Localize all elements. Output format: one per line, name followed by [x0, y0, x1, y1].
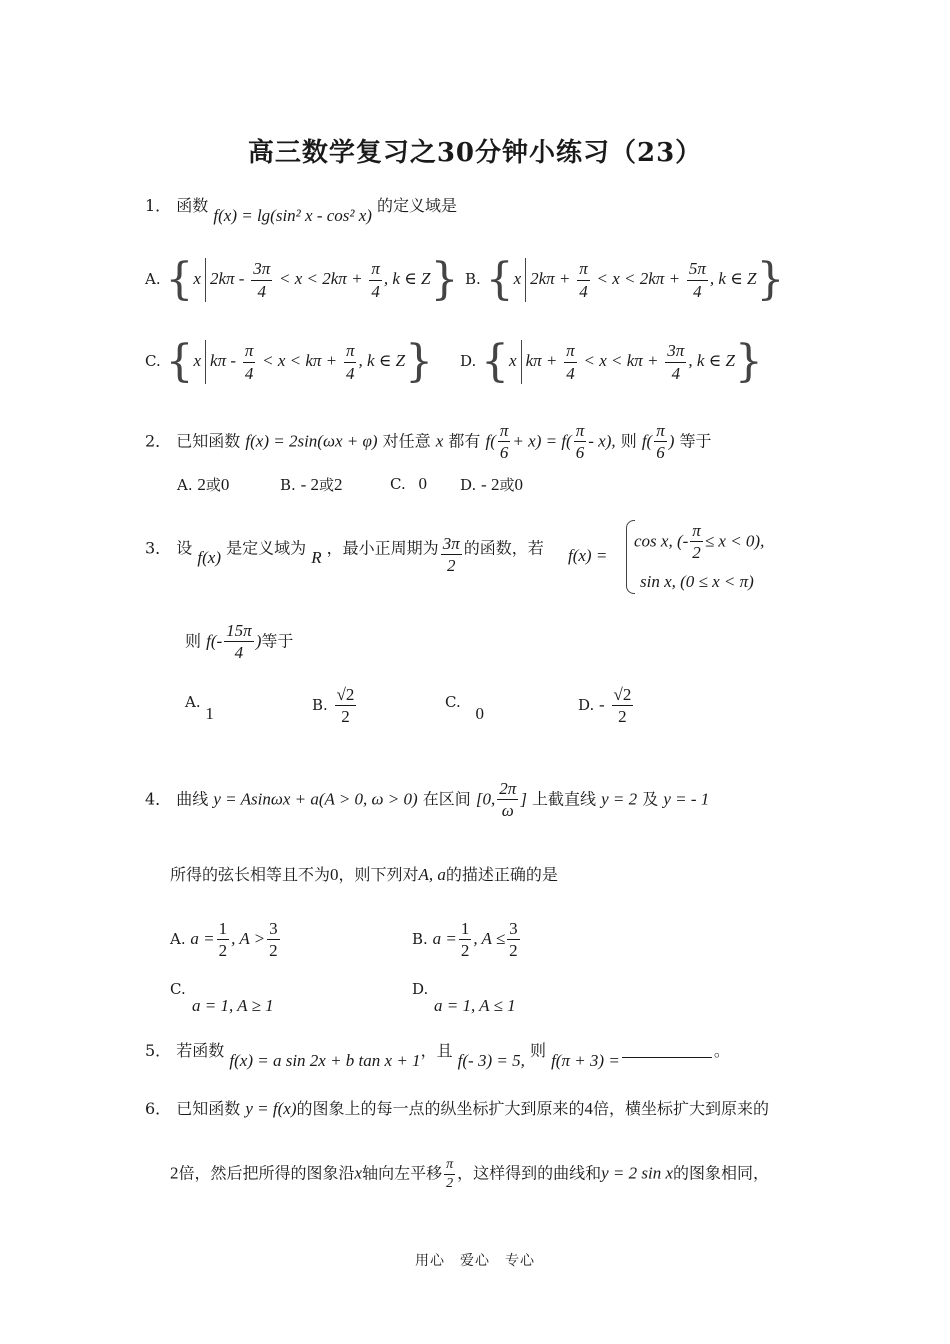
- set-bar: [525, 258, 526, 302]
- set-condition: , k ∈ Z: [358, 351, 406, 370]
- question-text: 都有: [448, 431, 481, 451]
- equation-part: f(-: [206, 631, 223, 651]
- fraction: $\frac{\pi}{4}$: [566, 341, 575, 383]
- option-value: 1: [205, 704, 214, 723]
- interval-part: [0,: [475, 789, 496, 809]
- fraction: $\frac{\pi}{4}$: [579, 259, 588, 301]
- question-text: ，这样得到的曲线和: [457, 1163, 602, 1183]
- question-text: 若函数: [176, 1041, 225, 1060]
- option-value: 2: [197, 475, 206, 494]
- option-sign: -: [599, 694, 605, 714]
- question-text: 的图象相同，: [673, 1163, 770, 1183]
- question-6-line-2: [170, 1156, 769, 1192]
- page-title: 高三数学复习之30分钟小练习（23）: [247, 138, 703, 168]
- left-brace: {: [481, 336, 510, 387]
- option-label: A.: [177, 476, 193, 494]
- option-connector: 或: [499, 476, 515, 494]
- option-label: D.: [460, 476, 477, 494]
- option-label: B.: [280, 476, 296, 494]
- right-brace: }: [734, 336, 763, 387]
- question-text: 的函数，若: [463, 538, 544, 558]
- fraction: $\frac{3}{2}$: [269, 919, 278, 961]
- question-text: 函数: [176, 196, 209, 215]
- q2-option-b: [280, 474, 343, 495]
- left-brace: {: [165, 336, 194, 387]
- question-1-stem: [145, 193, 458, 225]
- fraction: $\frac{1}{2}$: [460, 919, 470, 961]
- q4-option-c: [170, 980, 274, 1018]
- number: 0: [330, 865, 339, 884]
- fraction: $\frac{√2}{2}$: [613, 685, 632, 727]
- function-expression: f(x): [197, 548, 221, 568]
- option-label: A.: [185, 693, 201, 711]
- option-value: 0: [514, 475, 523, 494]
- set-condition: , k ∈ Z: [688, 351, 735, 370]
- option-value: 0: [418, 474, 427, 493]
- set-variable: x: [513, 269, 522, 288]
- question-text: 倍，然后把所得的图象沿: [178, 1163, 355, 1183]
- question-text: 轴向左平移: [362, 1163, 443, 1183]
- ask-expression: f(π + 3) =: [551, 1051, 620, 1070]
- question-text: 的图象上的每一点的纵坐标扩大到原来的: [296, 1099, 585, 1118]
- question-5-stem: [145, 1038, 730, 1070]
- question-text: 则: [620, 431, 637, 451]
- question-text: 上截直线: [532, 789, 597, 809]
- option-value: - 2: [300, 475, 319, 494]
- fraction: $\frac{\pi}{2}$: [446, 1157, 454, 1191]
- option-label: A.: [170, 929, 186, 948]
- option-label: C.: [445, 693, 461, 711]
- set-condition: < x < 2kπ +: [279, 269, 363, 288]
- question-text: 所得的弦长相等且不为: [170, 865, 331, 884]
- option-value: a = 1, A ≥ 1: [192, 996, 274, 1015]
- equation-part: f(: [485, 431, 496, 451]
- right-brace: }: [756, 254, 785, 305]
- question-number: 1．: [145, 196, 172, 215]
- set-condition: 2kπ +: [530, 269, 571, 288]
- option-label: C.: [145, 352, 161, 370]
- question-3-stem: [145, 533, 544, 577]
- question-text: 等于: [679, 431, 712, 451]
- question-6-line-1: [145, 1096, 769, 1119]
- q4-option-b: B. a = $\frac{1}{2}$ , A ≤ $\frac{3}{2}$: [412, 919, 518, 961]
- fraction: $\frac{\pi}{4}$: [371, 259, 380, 301]
- question-number: 3．: [145, 538, 172, 558]
- fraction: $\frac{3\pi}{2}$: [442, 534, 460, 576]
- function-expression: y = f(x): [245, 1099, 297, 1118]
- set-condition: kπ -: [210, 351, 237, 370]
- q3-option-a: [185, 692, 214, 723]
- q2-option-c: [390, 474, 427, 494]
- question-text: ，则下列对: [338, 865, 419, 884]
- question-text: 。: [713, 1041, 730, 1060]
- left-brace: {: [165, 254, 194, 305]
- set-condition: , k ∈ Z: [709, 269, 757, 288]
- question-text: 倍，横坐标扩大到原来的: [593, 1099, 770, 1118]
- page-footer: 用心 爱心 专心: [415, 1253, 535, 1269]
- right-brace: }: [430, 254, 459, 305]
- option-value: a = 1, A ≤ 1: [434, 996, 516, 1015]
- piecewise-case-1: cos x, (- $\frac{\pi}{2}$ ≤ x < 0),: [634, 521, 765, 563]
- fraction: $\frac{3\pi}{4}$: [667, 341, 685, 383]
- function-expression: f(x) = a sin 2x + b tan x + 1: [229, 1051, 421, 1070]
- set-condition: , k ∈ Z: [383, 269, 431, 288]
- fraction: $\frac{5\pi}{4}$: [688, 259, 706, 301]
- equation-part: + x) = f(: [512, 431, 572, 451]
- fraction: $\frac{\pi}{4}$: [345, 341, 355, 383]
- fraction: $\frac{\pi}{4}$: [244, 341, 254, 383]
- fraction: $\frac{2\pi}{\omega}$: [499, 779, 517, 821]
- option-label: D.: [412, 980, 429, 998]
- fraction: $\frac{\pi}{6}$: [575, 421, 585, 463]
- q1-option-b: [465, 254, 785, 305]
- equation-part: ): [255, 631, 262, 651]
- set-variable: x: [509, 351, 517, 370]
- q3-option-b: [312, 684, 358, 728]
- question-3-ask: [185, 620, 293, 664]
- set-variable: x: [193, 351, 202, 370]
- question-text: 的描述正确的是: [445, 865, 558, 884]
- equation-part: f(: [641, 431, 653, 451]
- fraction: $\frac{\pi}{6}$: [656, 421, 665, 463]
- fraction: $\frac{15\pi}{4}$: [226, 621, 252, 663]
- right-brace: }: [405, 336, 434, 387]
- q4-option-a: A. a = $\frac{1}{2}$ , A > $\frac{3}{2}$: [170, 919, 278, 961]
- question-text: 则: [529, 1041, 546, 1060]
- set-variable: x: [193, 269, 201, 288]
- piecewise-case-2: sin x, (0 ≤ x < π): [640, 572, 754, 591]
- set-condition: kπ +: [525, 351, 558, 370]
- answer-blank[interactable]: [622, 1057, 712, 1058]
- option-value: 0: [475, 704, 484, 723]
- fraction: $\frac{3\pi}{4}$: [253, 259, 271, 301]
- option-label: B.: [312, 695, 328, 714]
- q2-option-a: [177, 474, 229, 495]
- question-text: 已知函数: [176, 1099, 241, 1118]
- set-condition: < x < kπ +: [583, 351, 659, 370]
- curve-expression: y = Asinωx + a(A > 0, ω > 0): [213, 789, 418, 809]
- variables: A, a: [418, 865, 446, 884]
- q4-option-d: [412, 980, 516, 1018]
- equation-part: ): [668, 431, 675, 451]
- question-text: 是定义域为: [226, 538, 307, 558]
- question-text: 对任意: [382, 431, 431, 451]
- fraction: $\frac{\pi}{2}$: [692, 521, 701, 563]
- set-bar: [521, 340, 522, 384]
- question-2-stem: [145, 420, 712, 464]
- question-text: ，且: [420, 1041, 453, 1060]
- axis-variable: x: [354, 1163, 363, 1183]
- question-text: ，最小正周期为: [326, 538, 439, 558]
- set-condition: < x < kπ +: [262, 351, 338, 370]
- left-brace: {: [485, 254, 514, 305]
- option-label: B.: [465, 270, 481, 288]
- question-4-line-2: [170, 862, 558, 885]
- question-number: 5．: [145, 1041, 172, 1060]
- line-expression: y = - 1: [663, 789, 710, 809]
- option-value: - 2: [481, 475, 500, 494]
- fraction: $\frac{√2}{2}$: [336, 685, 355, 727]
- question-text: 等于: [261, 631, 294, 651]
- option-label: C.: [170, 980, 186, 998]
- option-connector: 或: [205, 476, 221, 494]
- question-4-stem: [145, 778, 709, 822]
- option-label: D.: [578, 695, 595, 714]
- function-expression: f(x) = lg(sin² x - cos² x): [213, 206, 372, 225]
- function-expression: f(x) = 2sin(ωx + φ): [245, 431, 378, 451]
- line-expression: y = 2: [601, 789, 638, 809]
- set-condition: < x < 2kπ +: [596, 269, 681, 288]
- option-label: D.: [460, 352, 477, 370]
- option-connector: 或: [319, 476, 335, 494]
- question-number: 4．: [145, 789, 172, 809]
- set-bar: [205, 340, 206, 384]
- piecewise-lhs: f(x) =: [568, 546, 608, 565]
- question-text: 则: [185, 631, 202, 651]
- option-label: B.: [412, 929, 428, 948]
- q1-option-d: [460, 336, 763, 387]
- q1-option-a: [145, 254, 459, 305]
- q3-option-d: [578, 684, 635, 728]
- question-number: 2．: [145, 431, 172, 451]
- option-label: C.: [390, 475, 406, 493]
- question-text: 曲线: [176, 789, 209, 809]
- option-value: 0: [220, 475, 230, 494]
- question-text: 的定义域是: [377, 196, 458, 215]
- question-text: 已知函数: [176, 431, 241, 451]
- q3-option-c: [445, 692, 484, 723]
- option-label: A.: [145, 270, 161, 288]
- condition-expression: f(- 3) = 5,: [457, 1051, 525, 1070]
- equation-part: - x),: [588, 431, 616, 451]
- function-expression: y = 2 sin x: [601, 1163, 674, 1183]
- variable: x: [435, 431, 444, 451]
- fraction: $\frac{1}{2}$: [218, 919, 228, 961]
- interval-part: ]: [520, 789, 527, 809]
- number: 2: [170, 1163, 179, 1183]
- option-value: 2: [334, 475, 343, 494]
- q1-option-c: [145, 336, 434, 387]
- fraction: $\frac{\pi}{6}$: [499, 421, 509, 463]
- number: 4: [584, 1099, 594, 1118]
- q2-option-d: [460, 474, 523, 495]
- set-symbol: R: [311, 548, 322, 568]
- question-text: 及: [642, 789, 659, 809]
- question-number: 6．: [145, 1099, 172, 1118]
- fraction: $\frac{3}{2}$: [509, 919, 518, 961]
- question-text: 在区间: [422, 789, 471, 809]
- set-condition: 2kπ -: [209, 269, 245, 288]
- question-text: 设: [176, 538, 193, 558]
- set-bar: [205, 258, 206, 302]
